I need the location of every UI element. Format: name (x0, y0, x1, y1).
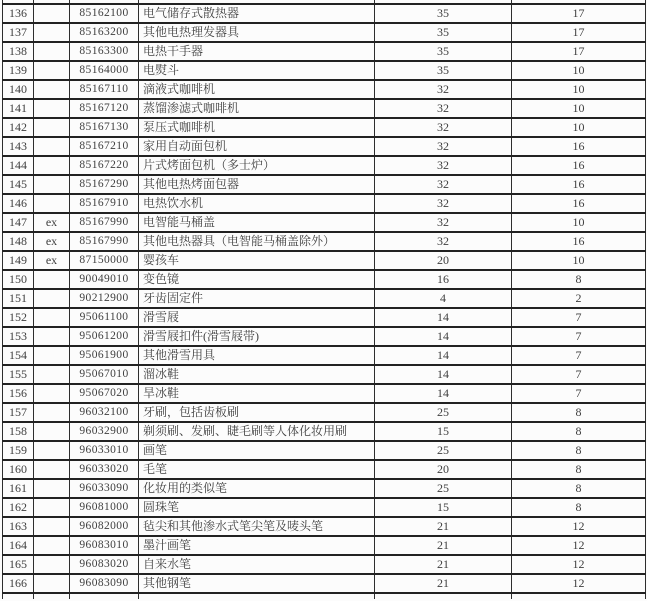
value-a-cell: 25 (375, 441, 512, 460)
ex-flag-cell (34, 327, 70, 346)
table-row (3, 23, 646, 42)
table-row (3, 308, 646, 327)
hs-code-cell: 85163200 (70, 23, 139, 42)
table-row (3, 270, 646, 289)
value-a-cell: 14 (375, 346, 512, 365)
value-a-cell: 35 (375, 23, 512, 42)
row-number-cell: 163 (3, 517, 34, 536)
value-b-cell: 7 (512, 384, 646, 403)
description-cell: 其他钢笔 (139, 574, 375, 593)
ex-flag-cell (34, 517, 70, 536)
description-cell: 化妆用的类似笔 (139, 479, 375, 498)
row-number-cell: 150 (3, 270, 34, 289)
ex-flag-cell (34, 61, 70, 80)
ex-flag-cell (34, 270, 70, 289)
ex-flag-cell (34, 498, 70, 517)
hs-code-cell: 96081000 (70, 498, 139, 517)
ex-flag-cell (34, 4, 70, 23)
row-number-cell: 154 (3, 346, 34, 365)
value-a-cell: 14 (375, 327, 512, 346)
value-b-cell: 8 (512, 441, 646, 460)
value-a-cell: 15 (375, 498, 512, 517)
description-cell: 画笔 (139, 441, 375, 460)
value-a-cell: 25 (375, 403, 512, 422)
value-b-cell: 10 (512, 118, 646, 137)
hs-code-cell: 85167990 (70, 232, 139, 251)
ex-flag-cell (34, 460, 70, 479)
value-a-cell: 32 (375, 99, 512, 118)
ex-flag-cell (34, 80, 70, 99)
row-number-cell: 146 (3, 194, 34, 213)
value-b-cell: 12 (512, 555, 646, 574)
hs-code-cell: 85164000 (70, 61, 139, 80)
value-a-cell: 14 (375, 308, 512, 327)
value-b-cell: 2 (512, 289, 646, 308)
ex-flag-cell (34, 403, 70, 422)
table-row (3, 156, 646, 175)
value-b-cell: 7 (512, 365, 646, 384)
ex-flag-cell (34, 536, 70, 555)
hs-code-cell: 85167210 (70, 137, 139, 156)
value-b-cell: 8 (512, 270, 646, 289)
hs-code-cell: 85167910 (70, 194, 139, 213)
table-row (3, 80, 646, 99)
hs-code-cell: 96033090 (70, 479, 139, 498)
value-b-cell: 8 (512, 403, 646, 422)
table-row (3, 555, 646, 574)
table-row (3, 479, 646, 498)
row-number-cell: 164 (3, 536, 34, 555)
hs-code-cell: 96083090 (70, 574, 139, 593)
value-a-cell: 25 (375, 479, 512, 498)
value-b-cell: 8 (512, 479, 646, 498)
table-row (3, 61, 646, 80)
table-row (3, 194, 646, 213)
value-a-cell: 32 (375, 137, 512, 156)
value-b-cell: 16 (512, 175, 646, 194)
description-cell: 毛笔 (139, 460, 375, 479)
row-number-cell: 161 (3, 479, 34, 498)
table-row (3, 137, 646, 156)
value-a-cell: 20 (375, 251, 512, 270)
value-b-cell: 16 (512, 194, 646, 213)
value-a-cell: 14 (375, 384, 512, 403)
ex-flag-cell (34, 479, 70, 498)
row-number-cell: 138 (3, 42, 34, 61)
description-cell: 婴孩车 (139, 251, 375, 270)
value-a-cell: 15 (375, 422, 512, 441)
cutoff-cell (3, 593, 34, 599)
row-number-cell: 145 (3, 175, 34, 194)
value-b-cell: 10 (512, 61, 646, 80)
table-row (3, 574, 646, 593)
table-row (3, 498, 646, 517)
ex-flag-cell (34, 194, 70, 213)
hs-code-cell: 85167110 (70, 80, 139, 99)
hs-code-cell: 96032900 (70, 422, 139, 441)
row-number-cell: 142 (3, 118, 34, 137)
value-b-cell: 10 (512, 251, 646, 270)
row-number-cell: 159 (3, 441, 34, 460)
value-b-cell: 8 (512, 422, 646, 441)
table-body (3, 4, 646, 593)
ex-flag-cell (34, 384, 70, 403)
bottom-cutoff-row (3, 593, 646, 599)
description-cell: 片式烤面包机（多士炉） (139, 156, 375, 175)
row-number-cell: 141 (3, 99, 34, 118)
value-a-cell: 32 (375, 80, 512, 99)
hs-code-cell: 85167120 (70, 99, 139, 118)
description-cell: 其他电热理发器具 (139, 23, 375, 42)
value-a-cell: 32 (375, 118, 512, 137)
description-cell: 家用自动面包机 (139, 137, 375, 156)
value-a-cell: 14 (375, 365, 512, 384)
value-a-cell: 16 (375, 270, 512, 289)
description-cell: 电热干手器 (139, 42, 375, 61)
table-row (3, 384, 646, 403)
value-b-cell: 10 (512, 99, 646, 118)
description-cell: 电气储存式散热器 (139, 4, 375, 23)
description-cell: 滴液式咖啡机 (139, 80, 375, 99)
hs-code-cell: 85167990 (70, 213, 139, 232)
description-cell: 旱冰鞋 (139, 384, 375, 403)
ex-flag-cell (34, 23, 70, 42)
ex-flag-cell (34, 422, 70, 441)
ex-flag-cell (34, 156, 70, 175)
table-row (3, 213, 646, 232)
table-row (3, 175, 646, 194)
table-row (3, 517, 646, 536)
value-b-cell: 17 (512, 23, 646, 42)
row-number-cell: 157 (3, 403, 34, 422)
value-b-cell: 8 (512, 498, 646, 517)
description-cell: 滑雪屐扣件(滑雪屐带) (139, 327, 375, 346)
hs-code-cell: 85163300 (70, 42, 139, 61)
value-b-cell: 16 (512, 232, 646, 251)
row-number-cell: 140 (3, 80, 34, 99)
ex-flag-cell: ex (34, 213, 70, 232)
row-number-cell: 137 (3, 23, 34, 42)
row-number-cell: 160 (3, 460, 34, 479)
table-row (3, 441, 646, 460)
value-b-cell: 12 (512, 574, 646, 593)
hs-code-cell: 95067010 (70, 365, 139, 384)
description-cell: 泵压式咖啡机 (139, 118, 375, 137)
table-row (3, 251, 646, 270)
description-cell: 电热饮水机 (139, 194, 375, 213)
ex-flag-cell (34, 346, 70, 365)
table-row (3, 118, 646, 137)
description-cell: 牙刷，包括齿板刷 (139, 403, 375, 422)
hs-code-cell: 85167290 (70, 175, 139, 194)
hs-code-cell: 95061100 (70, 308, 139, 327)
value-b-cell: 16 (512, 156, 646, 175)
hs-code-cell: 95061900 (70, 346, 139, 365)
hs-code-cell: 90212900 (70, 289, 139, 308)
value-a-cell: 21 (375, 555, 512, 574)
value-b-cell: 10 (512, 213, 646, 232)
table-row (3, 422, 646, 441)
description-cell: 电智能马桶盖 (139, 213, 375, 232)
value-b-cell: 17 (512, 42, 646, 61)
table-row (3, 4, 646, 23)
ex-flag-cell (34, 118, 70, 137)
row-number-cell: 149 (3, 251, 34, 270)
value-a-cell: 4 (375, 289, 512, 308)
value-a-cell: 32 (375, 175, 512, 194)
row-number-cell: 153 (3, 327, 34, 346)
description-cell: 墨汁画笔 (139, 536, 375, 555)
row-number-cell: 156 (3, 384, 34, 403)
ex-flag-cell (34, 365, 70, 384)
value-a-cell: 21 (375, 536, 512, 555)
value-a-cell: 21 (375, 517, 512, 536)
description-cell: 牙齿固定件 (139, 289, 375, 308)
table-row (3, 536, 646, 555)
hs-code-cell: 85167130 (70, 118, 139, 137)
ex-flag-cell (34, 289, 70, 308)
description-cell: 溜冰鞋 (139, 365, 375, 384)
value-b-cell: 7 (512, 308, 646, 327)
table-row (3, 289, 646, 308)
value-a-cell: 32 (375, 232, 512, 251)
ex-flag-cell (34, 574, 70, 593)
ex-flag-cell (34, 99, 70, 118)
table-row (3, 42, 646, 61)
description-cell: 滑雪屐 (139, 308, 375, 327)
cutoff-cell (375, 593, 512, 599)
value-a-cell: 35 (375, 42, 512, 61)
row-number-cell: 165 (3, 555, 34, 574)
value-b-cell: 8 (512, 460, 646, 479)
ex-flag-cell: ex (34, 232, 70, 251)
ex-flag-cell (34, 555, 70, 574)
value-a-cell: 35 (375, 61, 512, 80)
description-cell: 自来水笔 (139, 555, 375, 574)
row-number-cell: 158 (3, 422, 34, 441)
row-number-cell: 155 (3, 365, 34, 384)
row-number-cell: 147 (3, 213, 34, 232)
value-b-cell: 12 (512, 536, 646, 555)
tariff-table (2, 0, 646, 599)
value-b-cell: 7 (512, 327, 646, 346)
description-cell: 毡尖和其他渗水式笔尖笔及唛头笔 (139, 517, 375, 536)
ex-flag-cell (34, 175, 70, 194)
table-row (3, 327, 646, 346)
hs-code-cell: 96083020 (70, 555, 139, 574)
value-b-cell: 10 (512, 80, 646, 99)
table-row (3, 365, 646, 384)
ex-flag-cell: ex (34, 251, 70, 270)
description-cell: 其他滑雪用具 (139, 346, 375, 365)
row-number-cell: 144 (3, 156, 34, 175)
table-row (3, 460, 646, 479)
hs-code-cell: 96033010 (70, 441, 139, 460)
value-b-cell: 16 (512, 137, 646, 156)
table-row (3, 346, 646, 365)
ex-flag-cell (34, 137, 70, 156)
cutoff-cell (70, 593, 139, 599)
ex-flag-cell (34, 308, 70, 327)
value-b-cell: 12 (512, 517, 646, 536)
value-b-cell: 17 (512, 4, 646, 23)
hs-code-cell: 90049010 (70, 270, 139, 289)
hs-code-cell: 96033020 (70, 460, 139, 479)
value-b-cell: 7 (512, 346, 646, 365)
value-a-cell: 35 (375, 4, 512, 23)
value-a-cell: 32 (375, 213, 512, 232)
hs-code-cell: 87150000 (70, 251, 139, 270)
hs-code-cell: 95061200 (70, 327, 139, 346)
row-number-cell: 136 (3, 4, 34, 23)
row-number-cell: 151 (3, 289, 34, 308)
hs-code-cell: 96083010 (70, 536, 139, 555)
row-number-cell: 148 (3, 232, 34, 251)
description-cell: 蒸馏渗滤式咖啡机 (139, 99, 375, 118)
value-a-cell: 20 (375, 460, 512, 479)
row-number-cell: 139 (3, 61, 34, 80)
hs-code-cell: 96082000 (70, 517, 139, 536)
row-number-cell: 152 (3, 308, 34, 327)
hs-code-cell: 95067020 (70, 384, 139, 403)
ex-flag-cell (34, 441, 70, 460)
description-cell: 电熨斗 (139, 61, 375, 80)
value-a-cell: 32 (375, 194, 512, 213)
description-cell: 圆珠笔 (139, 498, 375, 517)
hs-code-cell: 85162100 (70, 4, 139, 23)
value-a-cell: 21 (375, 574, 512, 593)
description-cell: 其他电热器具（电智能马桶盖除外） (139, 232, 375, 251)
table-row (3, 403, 646, 422)
table-row (3, 232, 646, 251)
description-cell: 其他电热烤面包器 (139, 175, 375, 194)
value-a-cell: 32 (375, 156, 512, 175)
cutoff-cell (34, 593, 70, 599)
cutoff-cell (139, 593, 375, 599)
hs-code-cell: 85167220 (70, 156, 139, 175)
row-number-cell: 143 (3, 137, 34, 156)
row-number-cell: 162 (3, 498, 34, 517)
table-row (3, 99, 646, 118)
hs-code-cell: 96032100 (70, 403, 139, 422)
description-cell: 变色镜 (139, 270, 375, 289)
row-number-cell: 166 (3, 574, 34, 593)
description-cell: 剃须刷、发刷、睫毛刷等人体化妆用刷 (139, 422, 375, 441)
ex-flag-cell (34, 42, 70, 61)
cutoff-cell (512, 593, 646, 599)
